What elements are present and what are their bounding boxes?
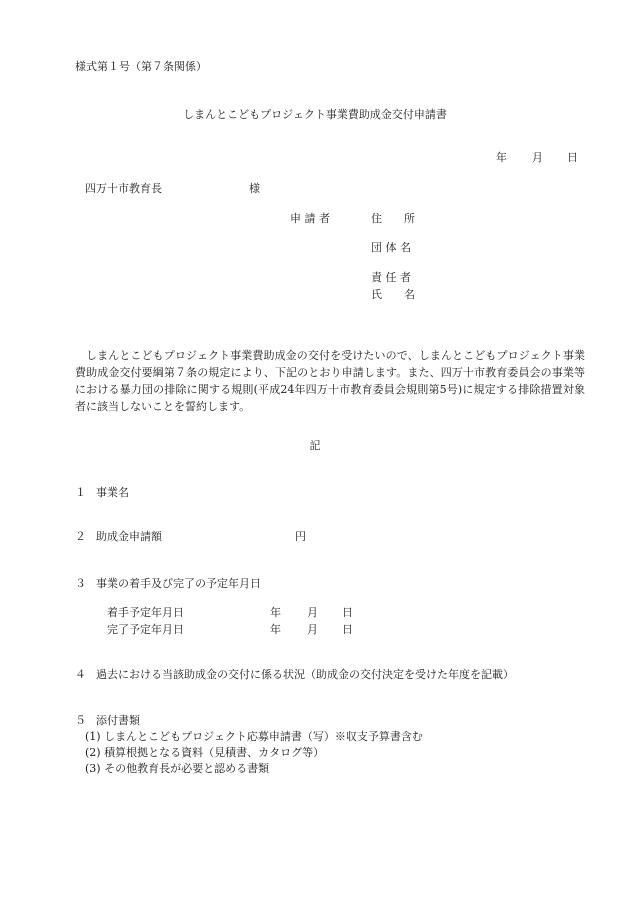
- date-day: 日: [567, 151, 578, 164]
- application-statement: しまんとこどもプロジェクト事業費助成金の交付を受けたいので、しまんとこどもプロジェクト事業費助成金交付要綱第７条の規定により、下記のとおり申請します。また、四万十市教育委員会の事業等における暴力団の排除に関する規則(平成24年四万十市教育委員会規則第5号)に規定する排除措置対象者に該当しないことを誓約します。: [75, 349, 585, 413]
- start-month: 月: [307, 606, 318, 619]
- attachment-3: (3) その他教育長が必要と認める書類: [85, 762, 270, 775]
- form-number: 様式第１号（第７条関係）: [75, 60, 207, 73]
- document-title: しまんとこどもプロジェクト事業費助成金交付申請書: [183, 108, 447, 121]
- item-5-label: 添付書類: [96, 714, 140, 727]
- item-4-number: ４: [75, 668, 86, 681]
- end-year: 年: [270, 623, 281, 636]
- responsible-label: 責 任 者: [371, 271, 411, 284]
- item-2-unit: 円: [295, 530, 306, 543]
- name-label: 氏 名: [371, 288, 415, 301]
- attachment-2: (2) 積算根拠となる資料（見積書、カタログ等）: [85, 746, 325, 759]
- end-month: 月: [307, 623, 318, 636]
- item-1-label: 事業名: [96, 486, 129, 499]
- item-3-label: 事業の着手及び完了の予定年月日: [96, 577, 261, 590]
- item-2-number: ２: [75, 530, 86, 543]
- item-2-label: 助成金申請額: [96, 530, 162, 543]
- start-day: 日: [342, 606, 353, 619]
- applicant-label: 申 請 者: [290, 212, 330, 225]
- addressee-name: 四万十市教育長: [85, 182, 162, 195]
- end-date-label: 完了予定年月日: [107, 623, 184, 636]
- end-day: 日: [342, 623, 353, 636]
- item-1-number: １: [75, 486, 86, 499]
- date-year: 年: [496, 151, 507, 164]
- address-label: 住 所: [371, 212, 415, 225]
- attachment-1: (1) しまんとこどもプロジェクト応募申請書（写）※収支予算書含む: [85, 730, 423, 743]
- date-month: 月: [532, 151, 543, 164]
- item-4-label: 過去における当該助成金の交付に係る状況（助成金の交付決定を受けた年度を記載）: [96, 668, 514, 681]
- item-3-number: ３: [75, 577, 86, 590]
- note-heading: 記: [309, 439, 321, 452]
- org-name-label: 団 体 名: [371, 241, 411, 254]
- item-5-number: ５: [75, 714, 86, 727]
- addressee-honorific: 様: [249, 182, 260, 195]
- start-date-label: 着手予定年月日: [107, 606, 184, 619]
- start-year: 年: [270, 606, 281, 619]
